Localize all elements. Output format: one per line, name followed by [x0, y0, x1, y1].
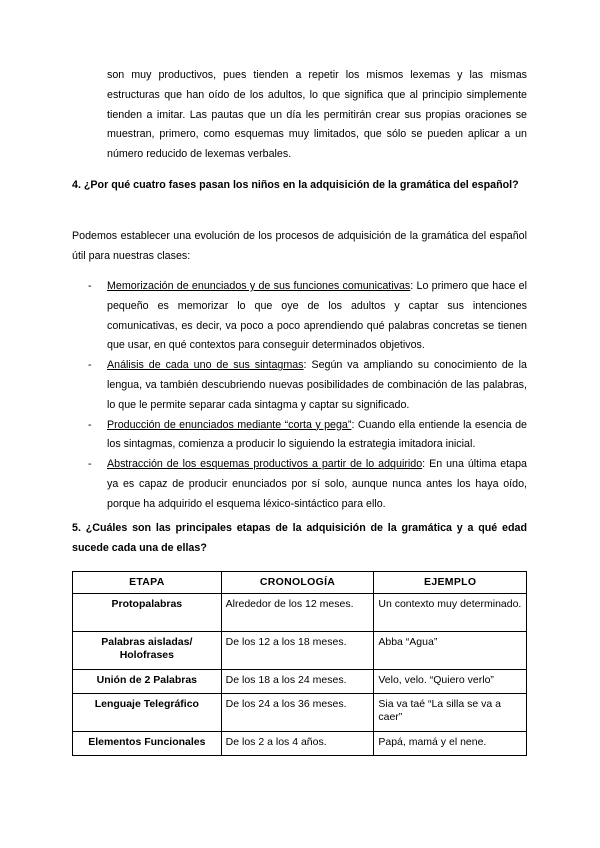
example-cell: Papá, mamá y el nene.: [374, 732, 527, 756]
list-item: [88, 277, 527, 356]
bullet-title: Análisis de cada uno de sus sintagmas: [107, 359, 304, 372]
stage-cell: Elementos Funcionales: [73, 732, 222, 756]
question-4-heading: 4. ¿Por qué cuatro fases pasan los niños en la adquisición de la gramática del español?: [72, 179, 519, 191]
bullet-separator: :: [422, 458, 426, 471]
example-cell: Velo, velo. “Quiero verlo”: [374, 670, 527, 694]
bullet-dash: -: [88, 458, 92, 471]
chronology-cell: De los 12 a los 18 meses.: [221, 632, 374, 670]
list-item: [88, 356, 527, 415]
stage-cell: Unión de 2 Palabras: [73, 670, 222, 694]
bullet-text: Lo primero que hace el pequeño es memorizar lo que oye de los adultos y captar sus intenciones comunicativas, es decir, va poco a poco aprendiendo qué palabras concretas se tienen que usar, en qué contextos para conseguir determinados objetivos.: [107, 280, 527, 352]
stage-cell: Protopalabras: [73, 594, 222, 632]
header-ejemplo: EJEMPLO: [374, 572, 527, 594]
question-4-intro: Podemos establecer una evolución de los procesos de adquisición de la gramática del español útil para nuestras clases:: [72, 230, 527, 262]
phases-list: [88, 277, 527, 515]
chronology-cell: De los 24 a los 36 meses.: [221, 694, 374, 732]
list-item: [88, 455, 527, 514]
example-cell: Abba “Agua”: [374, 632, 527, 670]
list-item: [88, 416, 527, 456]
table-row: [73, 670, 527, 694]
bullet-text: Cuando ella entiende la esencia de los sintagmas, comienza a producir lo siguiendo la estrategia imitadora inicial.: [107, 418, 527, 451]
bullet-separator: :: [303, 359, 307, 372]
header-cronologia: CRONOLOGÍA: [221, 572, 374, 594]
table-row: [73, 694, 527, 732]
question-5-heading: 5. ¿Cuáles son las principales etapas de la adquisición de la gramática y a qué edad sucede cada una de ellas?: [72, 522, 527, 554]
chronology-cell: De los 18 a los 24 meses.: [221, 670, 374, 694]
bullet-text: En una última etapa ya es capaz de producir enunciados por sí solo, aunque nunca antes los haya oído, porque ha adquirido el esquema léxico-sintáctico para ello.: [107, 458, 527, 510]
bullet-text: Según va ampliando su conocimiento de la lengua, va también descubriendo nuevas posibilidades de combinación de las palabras, lo que le permite separar cada sintagma y captar su significado.: [107, 359, 527, 411]
stage-cell: Lenguaje Telegráfico: [73, 694, 222, 732]
table-row: [73, 632, 527, 670]
example-cell: Sia va taé “La silla se va a caer”: [374, 694, 527, 732]
bullet-separator: :: [410, 280, 414, 292]
table-row: [73, 732, 527, 756]
bullet-dash: -: [88, 418, 92, 431]
bullet-dash: -: [88, 280, 92, 292]
table-header-row: [73, 572, 527, 594]
chronology-cell: Alrededor de los 12 meses.: [221, 594, 374, 632]
bullet-separator: :: [351, 418, 355, 431]
bullet-title: Memorización de enunciados y de sus funciones comunicativas: [107, 280, 411, 292]
continuation-paragraph: son muy productivos, pues tienden a repetir los mismos lexemas y las mismas estructuras que han oído de los adultos, lo que significa que al principio simplemente tienden a imitar. Las pautas que un día les permitirán crear sus propias oraciones se muestran, primero, como esquemas muy limitados, que sólo se pueden aplicar a un número reducido de lexemas verbales.: [107, 69, 527, 161]
stage-cell: Palabras aisladas/ Holofrases: [73, 632, 222, 670]
bullet-title: Abstracción de los esquemas productivos a partir de lo adquirido: [107, 458, 423, 471]
example-cell: Un contexto muy determinado.: [374, 594, 527, 632]
table-row: [73, 594, 527, 632]
bullet-dash: -: [88, 359, 92, 372]
bullet-title: Producción de enunciados mediante “corta y pega”: [107, 418, 352, 431]
chronology-cell: De los 2 a los 4 años.: [221, 732, 374, 756]
header-etapa: ETAPA: [73, 572, 222, 594]
stages-table: [72, 571, 527, 756]
